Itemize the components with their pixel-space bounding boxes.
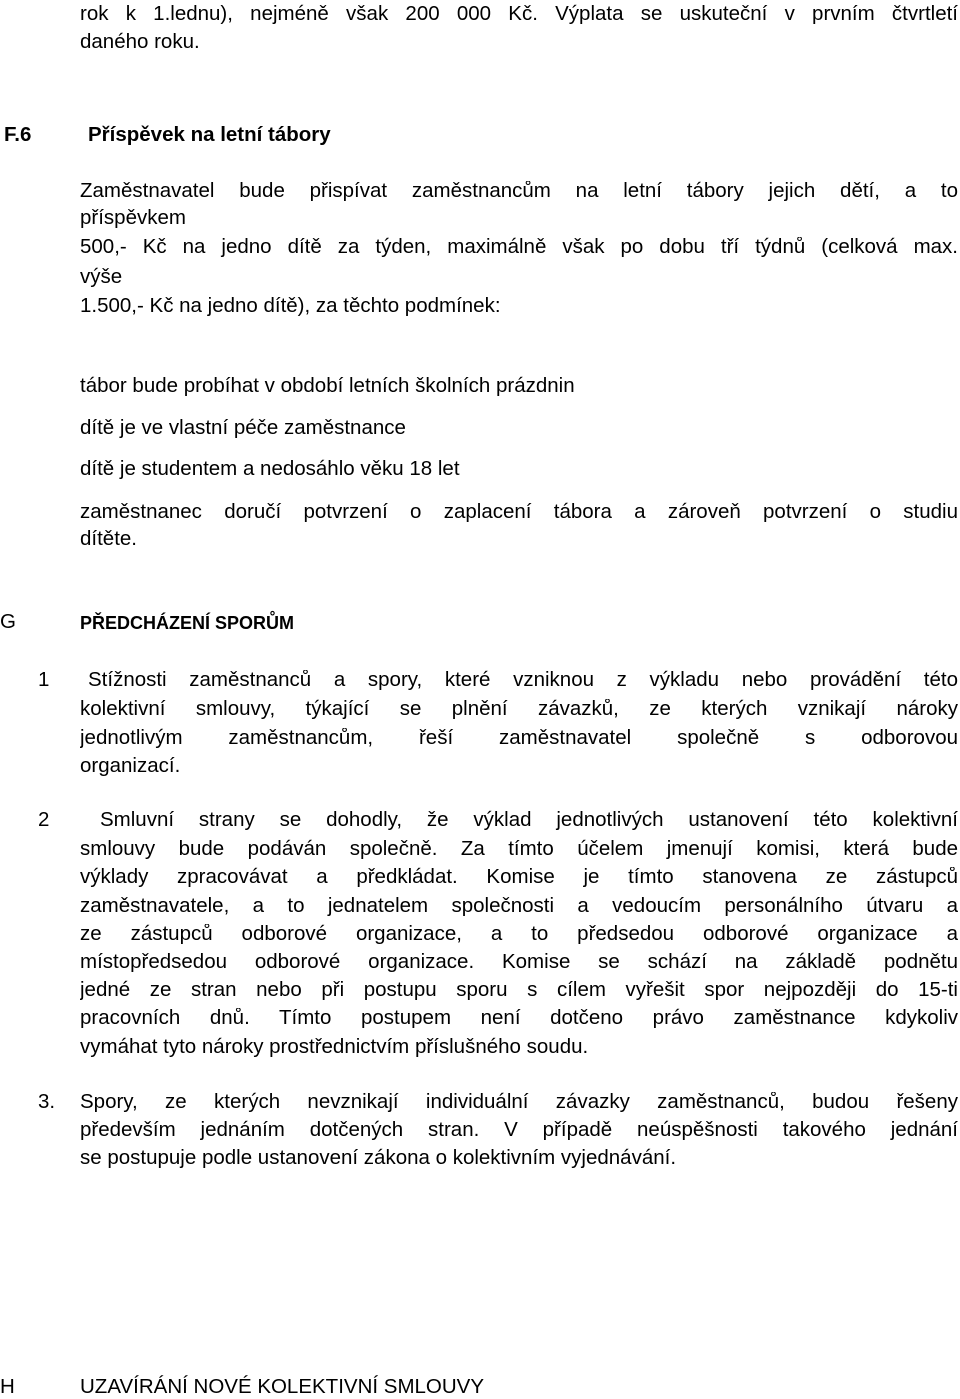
condition-item: dítě je ve vlastní péče zaměstnance xyxy=(80,416,406,439)
section-number: F.6 xyxy=(4,123,32,146)
item-number: 3. xyxy=(38,1090,56,1113)
paragraph-line: kolektivní smlouvy, týkající se plnění závazků, ze kterých vznikají nároky xyxy=(80,699,958,720)
paragraph-line: Zaměstnavatel bude přispívat zaměstnancům na letní tábory jejich dětí, a to xyxy=(80,181,958,202)
paragraph-line: příspěvkem xyxy=(80,206,186,229)
paragraph-line: jednotlivým zaměstnancům, řeší zaměstnavatel společně s odborovou xyxy=(80,728,958,749)
condition-item: zaměstnanec doručí potvrzení o zaplacení tábora a zároveň potvrzení o studiu xyxy=(80,502,958,523)
paragraph-line: zaměstnavatele, a to jednatelem společnosti a vedoucím personálního útvaru a xyxy=(80,896,958,917)
paragraph-line: výše xyxy=(80,265,123,288)
paragraph-line: 500,- Kč na jedno dítě za týden, maximálně však po dobu tří týdnů (celková max. xyxy=(80,237,958,258)
condition-item: tábor bude probíhat v období letních školních prázdnin xyxy=(80,374,575,397)
paragraph-line: organizací. xyxy=(80,754,181,777)
paragraph-line: pracovních dnů. Tímto postupem není dotčeno právo zaměstnance kdykoliv xyxy=(80,1008,958,1029)
section-heading: PŘEDCHÁZENÍ SPORŮM xyxy=(80,613,295,633)
intro-line: daného roku. xyxy=(80,30,200,53)
paragraph-line: místopředsedou odborové organizace. Komise se schází na základě podnětu xyxy=(80,952,958,973)
paragraph-line: ze zástupců odborové organizace, a to předsedou odborové organizace a xyxy=(80,924,958,945)
paragraph-line: Spory, ze kterých nevznikají individuální závazky zaměstnanců, budou řešeny xyxy=(80,1092,958,1113)
paragraph-line: jedné ze stran nebo při postupu sporu s cílem vyřešit spor nejpozději do 15-ti xyxy=(80,980,958,1001)
item-number: 2 xyxy=(38,808,50,831)
paragraph-line: vymáhat tyto nároky prostřednictvím příslušného soudu. xyxy=(80,1035,589,1058)
condition-item: dítěte. xyxy=(80,527,137,550)
section-letter: H xyxy=(0,1375,15,1398)
paragraph-line: především jednáním dotčených stran. V případě neúspěšnosti takového jednání xyxy=(80,1120,958,1141)
section-heading: Příspěvek na letní tábory xyxy=(88,123,331,146)
section-heading: UZAVÍRÁNÍ NOVÉ KOLEKTIVNÍ SMLOUVY xyxy=(80,1375,485,1398)
paragraph-line: 1.500,- Kč na jedno dítě), za těchto podmínek: xyxy=(80,294,501,317)
section-letter: G xyxy=(0,610,16,633)
paragraph-line: Stížnosti zaměstnanců a spory, které vzniknou z výkladu nebo provádění této xyxy=(88,670,958,691)
condition-item: dítě je studentem a nedosáhlo věku 18 let xyxy=(80,457,460,480)
paragraph-line: výklady zpracovávat a předkládat. Komise je tímto stanovena ze zástupců xyxy=(80,867,958,888)
paragraph-line: se postupuje podle ustanovení zákona o kolektivním vyjednávání. xyxy=(80,1146,677,1169)
paragraph-line: Smluvní strany se dohodly, že výklad jednotlivých ustanovení této kolektivní xyxy=(100,810,958,831)
item-number: 1 xyxy=(38,668,50,691)
paragraph-line: smlouvy bude podáván společně. Za tímto účelem jmenují komisi, která bude xyxy=(80,839,958,860)
intro-line: rok k 1.lednu), nejméně však 200 000 Kč. Výplata se uskuteční v prvním čtvrtletí xyxy=(80,4,958,25)
